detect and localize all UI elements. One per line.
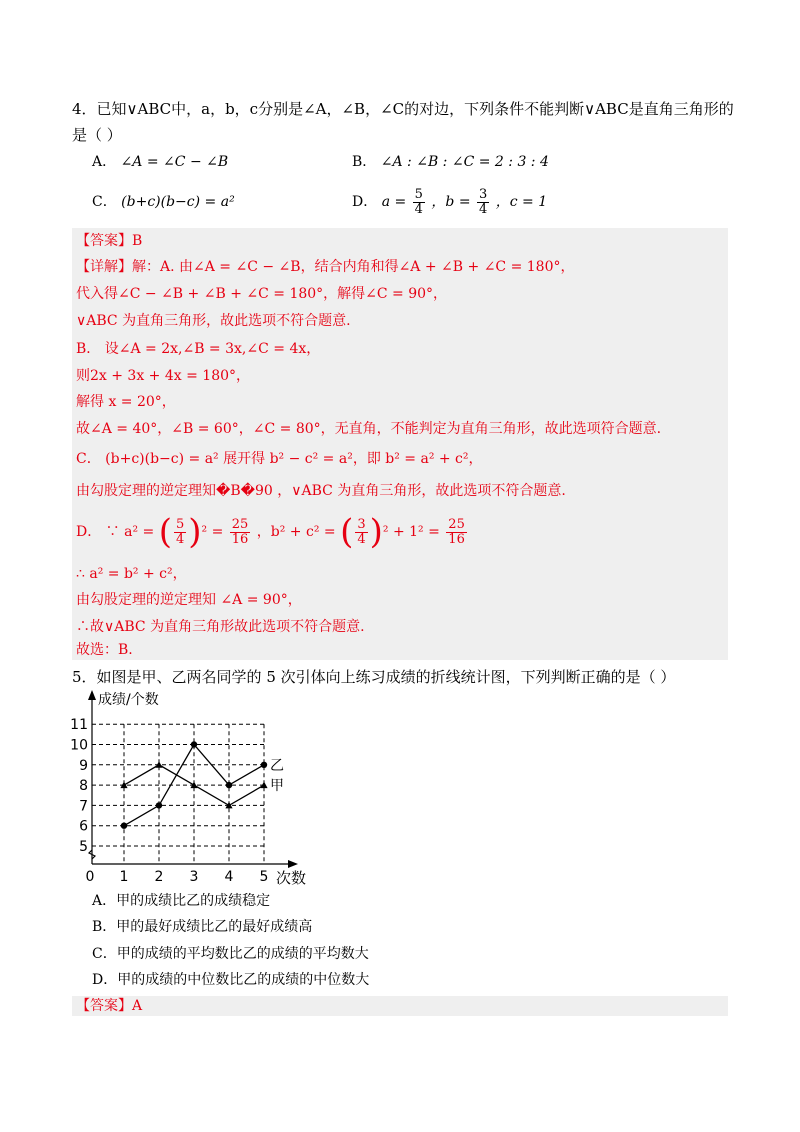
q4-detail-line13: ∴故∨ABC 为直角三角形故此选项不符合题意. xyxy=(76,619,365,635)
q4-option-a-text: ∠A = ∠C − ∠B xyxy=(120,154,229,170)
q4-option-c xyxy=(92,193,235,211)
q5-option-b: B．甲的最好成绩比乙的最好成绩高 xyxy=(92,919,313,935)
q4-detail-line7: 故∠A = 40°，∠B = 60°，∠C = 80°，无直角，不能判定为直角三角形，故此选项符合题意. xyxy=(76,421,662,437)
q4-option-d-b: ，b = xyxy=(431,194,471,210)
q4-option-a-label: A． xyxy=(92,154,117,170)
frac-3-4: $\frac{3}{4}$ xyxy=(357,516,366,547)
q4-detail-line12: 由勾股定理的逆定理知 ∠A = 90°， xyxy=(76,592,302,608)
x-tick-label: 5 xyxy=(259,869,269,885)
y-tick-label: 10 xyxy=(70,737,88,754)
q4-option-d-a: a = xyxy=(381,194,407,210)
q4-detail-line1 xyxy=(76,258,575,276)
line10-e: ² + 1² = xyxy=(382,524,440,540)
q4-detail-line4: B． 设∠A = 2x,∠B = 3x,∠C = 4x， xyxy=(76,341,321,357)
chart-xlabel: 次数 xyxy=(276,869,307,887)
answer-tag: 【答案】 xyxy=(76,233,132,249)
y-tick-label: 7 xyxy=(79,798,88,815)
q4-detail-line2: 代入得∠C − ∠B + ∠B + ∠C = 180°，解得∠C = 90°， xyxy=(76,286,448,302)
q5-answer-panel xyxy=(72,996,728,1016)
detail-tag: 【详解】 xyxy=(76,259,132,275)
y-tick-label: 9 xyxy=(79,757,88,774)
q4-detail-line3: ∨ABC 为直角三角形，故此选项不符合题意. xyxy=(76,313,351,329)
x-tick-label: 3 xyxy=(189,869,199,885)
y-tick-label: 8 xyxy=(79,778,88,795)
q5-option-d: D．甲的成绩的中位数比乙的成绩的中位数大 xyxy=(92,972,370,988)
x-axis-arrow xyxy=(288,860,298,868)
line10-b: ² = xyxy=(201,524,224,540)
q4-detail-line6: 解得 x = 20°， xyxy=(76,394,176,410)
q4-detail-line14: 故选：B. xyxy=(76,642,133,658)
q4-option-b-text: ∠A : ∠B : ∠C = 2 : 3 : 4 xyxy=(380,154,549,170)
q4-detail-line5: 则2x + 3x + 4x = 180°， xyxy=(76,368,251,384)
answer-value: B xyxy=(132,233,143,249)
data-point-circle xyxy=(121,823,127,829)
line10-c: ，b² + c² = xyxy=(256,524,336,540)
q4-option-b xyxy=(352,153,549,171)
x-tick-label: 4 xyxy=(224,869,234,885)
chart-grid xyxy=(92,724,264,864)
frac-25-16-a: $\frac{25}{16}$ xyxy=(231,516,249,547)
q4-detail-line10: D． ∵ a² = ( $\frac{5}{4}$ )² = $\frac{25}{16}$ ，b² + c² = ( $\frac{3}{4}$ )² + 1² = $\frac{25}{16}$ xyxy=(76,512,465,552)
q4-option-d-label: D． xyxy=(352,194,378,210)
q4-option-b-label: B． xyxy=(352,154,377,170)
q4-stem-line1: 4．已知∨ABC中，a，b，c分别是∠A，∠B，∠C的对边，下列条件不能判断∨ABC是直角三角形的 xyxy=(72,100,734,118)
data-point-circle xyxy=(226,782,232,788)
q4-detail-line11: ∴ a² = b² + c²， xyxy=(76,566,187,582)
line10-a: D． ∵ a² = xyxy=(76,524,155,540)
q4-option-c-label: C． xyxy=(92,194,117,210)
q4-stem-line2: 是（ ） xyxy=(72,126,122,144)
series-label: 甲 xyxy=(270,778,284,795)
answer-tag: 【答案】 xyxy=(76,998,132,1014)
x-tick-label: 1 xyxy=(119,869,129,885)
q4-answer xyxy=(76,232,142,250)
q4-option-d-b-fraction: $\frac{3}{4}$ xyxy=(479,186,488,217)
series-label: 乙 xyxy=(270,757,284,774)
q4-option-d xyxy=(352,184,547,220)
q4-detail-line8: C． (b+c)(b−c) = a² 展开得 b² − c² = a²，即 b² = a² + c²， xyxy=(76,451,483,467)
q4-option-c-text: (b+c)(b−c) = a² xyxy=(121,194,235,210)
q4-detail-line9: 由勾股定理的逆定理知�B�90 ，∨ABC 为直角三角形，故此选项不符合题意. xyxy=(76,483,566,499)
q5-option-c: C．甲的成绩的平均数比乙的成绩的平均数大 xyxy=(92,946,369,962)
data-point-circle xyxy=(156,802,162,808)
q4-option-d-c: ，c = 1 xyxy=(495,194,548,210)
y-tick-label: 5 xyxy=(79,839,88,855)
answer-value: A xyxy=(132,998,143,1014)
chart-ylabel: 成绩/个数 xyxy=(98,692,159,708)
data-point-circle xyxy=(261,762,267,768)
data-point-circle xyxy=(191,741,197,747)
y-axis-arrow xyxy=(88,690,96,700)
frac-5-4: $\frac{5}{4}$ xyxy=(175,516,185,547)
q5-option-a: A．甲的成绩比乙的成绩稳定 xyxy=(92,893,271,909)
q5-stem: 5．如图是甲、乙两名同学的 5 次引体向上练习成绩的折线统计图，下列判断正确的是（ ） xyxy=(72,668,676,686)
q5-answer xyxy=(76,997,142,1015)
x-tick-label: 2 xyxy=(154,869,164,885)
detail-text: 解：A. 由∠A = ∠C − ∠B，结合内角和得∠A + ∠B + ∠C = 180°， xyxy=(132,259,575,275)
x-tick-label: 0 xyxy=(85,869,95,885)
frac-25-16-b: $\frac{25}{16}$ xyxy=(448,516,465,547)
y-tick-label: 11 xyxy=(70,717,88,734)
y-tick-label: 6 xyxy=(79,818,88,835)
q4-option-a xyxy=(92,153,228,171)
q4-option-d-a-fraction: $\frac{5}{4}$ xyxy=(414,186,423,217)
line-chart xyxy=(70,688,338,888)
